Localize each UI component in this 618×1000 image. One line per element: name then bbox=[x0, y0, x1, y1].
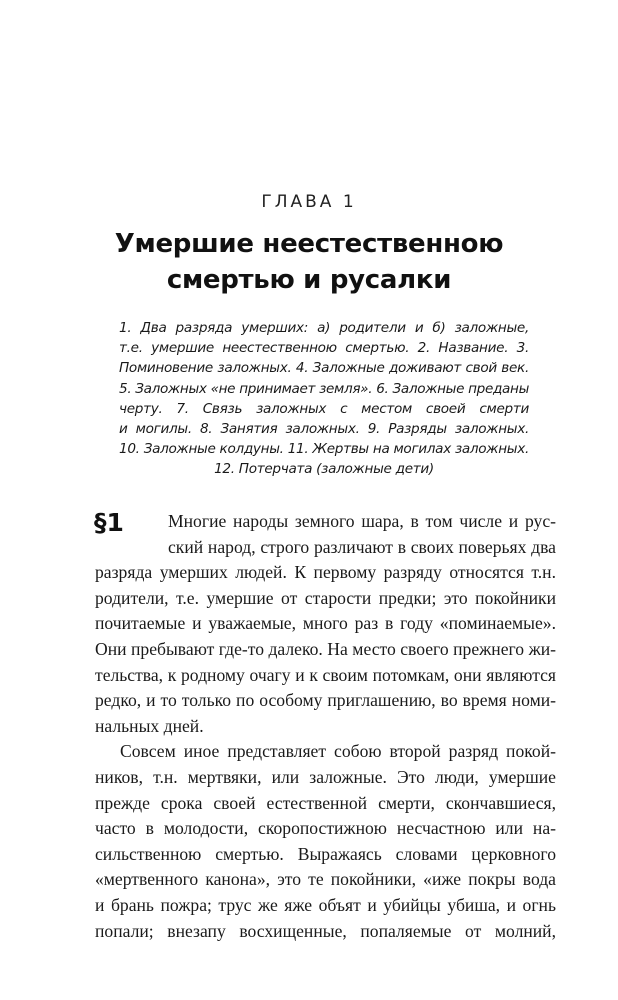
body-line: часто в молодости, скоропостижною несчастною или на- bbox=[95, 818, 556, 839]
body-line: «мертвенного канона», это те покойники, «иже покры вода bbox=[95, 869, 556, 890]
summary-line: и могилы. 8. Занятия заложных. 9. Разряды заложных. bbox=[119, 421, 529, 438]
summary-line: 12. Потерчата (заложные дети) bbox=[214, 461, 434, 478]
section-body bbox=[95, 509, 556, 944]
section-mark: §1 bbox=[94, 508, 124, 537]
body-line: ский народ, строго различают в своих поверьях два bbox=[168, 536, 556, 557]
summary-line: т.е. умершие неестественною смертью. 2. Название. 3. bbox=[119, 340, 529, 357]
body-line: ников, т.н. мертвяки, или заложные. Это люди, умершие bbox=[95, 766, 556, 787]
body-line: родители, т.е. умершие от старости предки; это покойники bbox=[95, 587, 556, 608]
body-line: сильственною смертью. Выражаясь словами церковного bbox=[95, 843, 556, 864]
body-line: нальных дней. bbox=[95, 715, 204, 736]
chapter-title-line: смертью и русалки bbox=[166, 265, 452, 295]
body-line: почитаемые и уважаемые, много раз в году «поминаемые». bbox=[95, 613, 556, 634]
body-line: тельства, к родному очагу и к своим потомкам, они являются bbox=[95, 664, 556, 685]
chapter-summary bbox=[119, 318, 529, 480]
summary-line: Поминовение заложных. 4. Заложные доживают свой век. bbox=[119, 360, 529, 377]
body-line: Совсем иное представляет собою второй разряд покой- bbox=[120, 741, 556, 762]
chapter-title bbox=[0, 226, 618, 298]
body-line: разряда умерших людей. К первому разряду относятся т.н. bbox=[95, 562, 556, 583]
body-line: попали; внезапу восхищенные, попаляемые от молний, bbox=[95, 920, 556, 941]
summary-line: 1. Два разряда умерших: а) родители и б) заложные, bbox=[119, 320, 529, 336]
body-line: Они пребывают где-то далеко. На место своего прежнего жи- bbox=[95, 638, 556, 659]
summary-line: 10. Заложные колдуны. 11. Жертвы на могилах заложных. bbox=[119, 441, 529, 458]
body-line: редко, и то только по особому приглашению, во время номи- bbox=[95, 690, 556, 711]
body-line: прежде срока своей естественной смерти, скончавшиеся, bbox=[95, 792, 556, 813]
chapter-title-line: Умершие неестественною bbox=[114, 229, 504, 259]
chapter-label: ГЛАВА 1 bbox=[261, 192, 357, 212]
body-line: Многие народы земного шара, в том числе и рус- bbox=[168, 511, 556, 531]
body-line: и брань пожра; трус же яже объят и убийцы убиша, и огнь bbox=[95, 894, 556, 915]
summary-line: 5. Заложных «не принимает земля». 6. Заложные преданы bbox=[119, 380, 529, 397]
summary-line: черту. 7. Связь заложных с местом своей смерти bbox=[119, 400, 529, 417]
